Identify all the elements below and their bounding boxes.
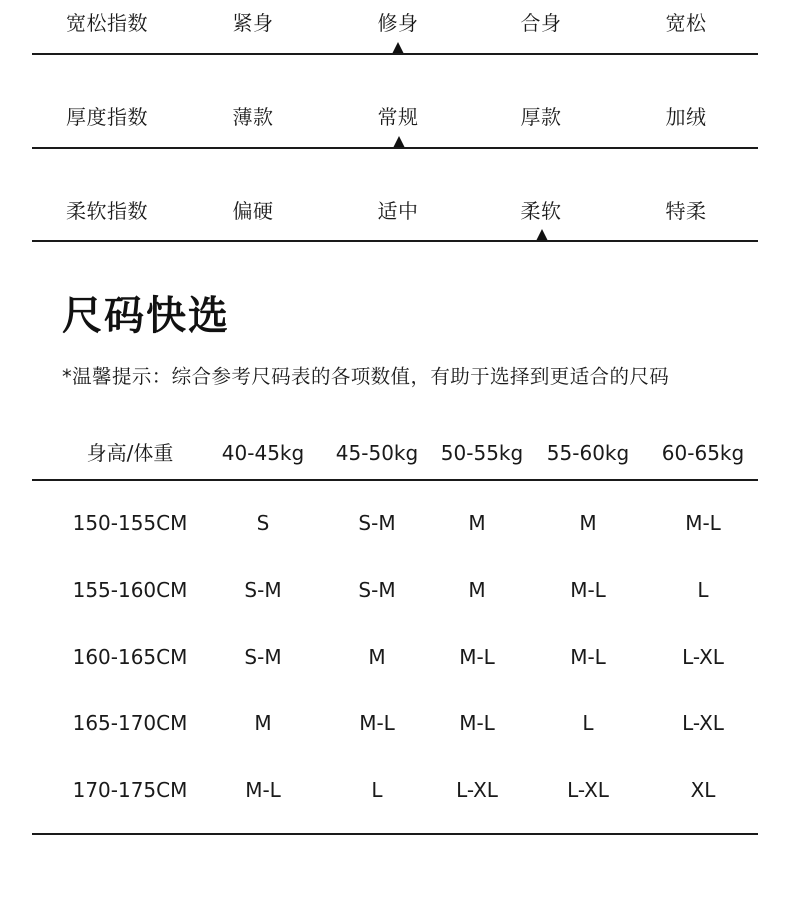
scale-option: 偏硬	[232, 199, 274, 223]
scale-line	[32, 53, 758, 55]
table-cell: L-XL	[456, 778, 498, 802]
size-tip: *温馨提示：综合参考尺码表的各项数值，有助于选择到更适合的尺码	[62, 365, 670, 388]
scale-label: 厚度指数	[66, 105, 148, 129]
table-header: 45-50kg	[335, 441, 419, 465]
table-header: 身高/体重	[86, 441, 174, 465]
table-cell: 165-170CM	[72, 711, 188, 735]
scale-option: 厚款	[520, 105, 562, 129]
table-cell: M-L	[359, 711, 395, 735]
table-cell: M-L	[459, 711, 495, 735]
table-cell: M	[368, 645, 386, 669]
scale-option: 宽松	[665, 11, 707, 35]
scale-option: 薄款	[232, 105, 274, 129]
table-cell: L-XL	[682, 711, 724, 735]
table-cell: M-L	[459, 645, 495, 669]
table-header-line	[32, 479, 758, 481]
scale-option: 修身	[377, 11, 419, 35]
table-cell: L-XL	[682, 645, 724, 669]
scale-looseness	[32, 11, 758, 104]
table-cell: M	[468, 511, 486, 535]
table-cell: S-M	[358, 578, 396, 602]
table-cell: XL	[690, 778, 716, 802]
table-cell: M-L	[570, 645, 606, 669]
table-cell: 150-155CM	[72, 511, 188, 535]
table-cell: M	[254, 711, 272, 735]
scale-line	[32, 147, 758, 149]
scale-option: 合身	[520, 11, 562, 35]
table-header: 55-60kg	[546, 441, 630, 465]
table-cell: L	[582, 711, 594, 735]
table-header: 60-65kg	[661, 441, 745, 465]
scale-option: 紧身	[232, 11, 274, 35]
table-cell: M-L	[245, 778, 281, 802]
table-cell: L-XL	[567, 778, 609, 802]
scale-label: 宽松指数	[66, 11, 148, 35]
scale-option: 加绒	[665, 105, 707, 129]
scale-option: 特柔	[665, 199, 707, 223]
section-title: 尺码快选	[62, 293, 230, 339]
table-cell: S-M	[358, 511, 396, 535]
scale-line	[32, 240, 758, 242]
table-cell: M	[468, 578, 486, 602]
table-bottom-line	[32, 833, 758, 835]
scale-option: 柔软	[520, 199, 562, 223]
scale-softness	[32, 199, 758, 292]
table-header: 40-45kg	[221, 441, 305, 465]
table-cell: M-L	[685, 511, 721, 535]
scale-option: 适中	[377, 199, 419, 223]
scale-thickness	[32, 105, 758, 198]
table-cell: S-M	[244, 578, 282, 602]
size-table	[32, 420, 758, 840]
table-cell: L	[697, 578, 709, 602]
table-cell: 170-175CM	[72, 778, 188, 802]
table-cell: S-M	[244, 645, 282, 669]
table-cell: S	[256, 511, 270, 535]
table-cell: 160-165CM	[72, 645, 188, 669]
table-cell: M-L	[570, 578, 606, 602]
table-cell: 155-160CM	[72, 578, 188, 602]
table-cell: M	[579, 511, 597, 535]
table-cell: L	[371, 778, 383, 802]
scale-label: 柔软指数	[66, 199, 148, 223]
scale-option: 常规	[377, 105, 419, 129]
table-header: 50-55kg	[440, 441, 524, 465]
